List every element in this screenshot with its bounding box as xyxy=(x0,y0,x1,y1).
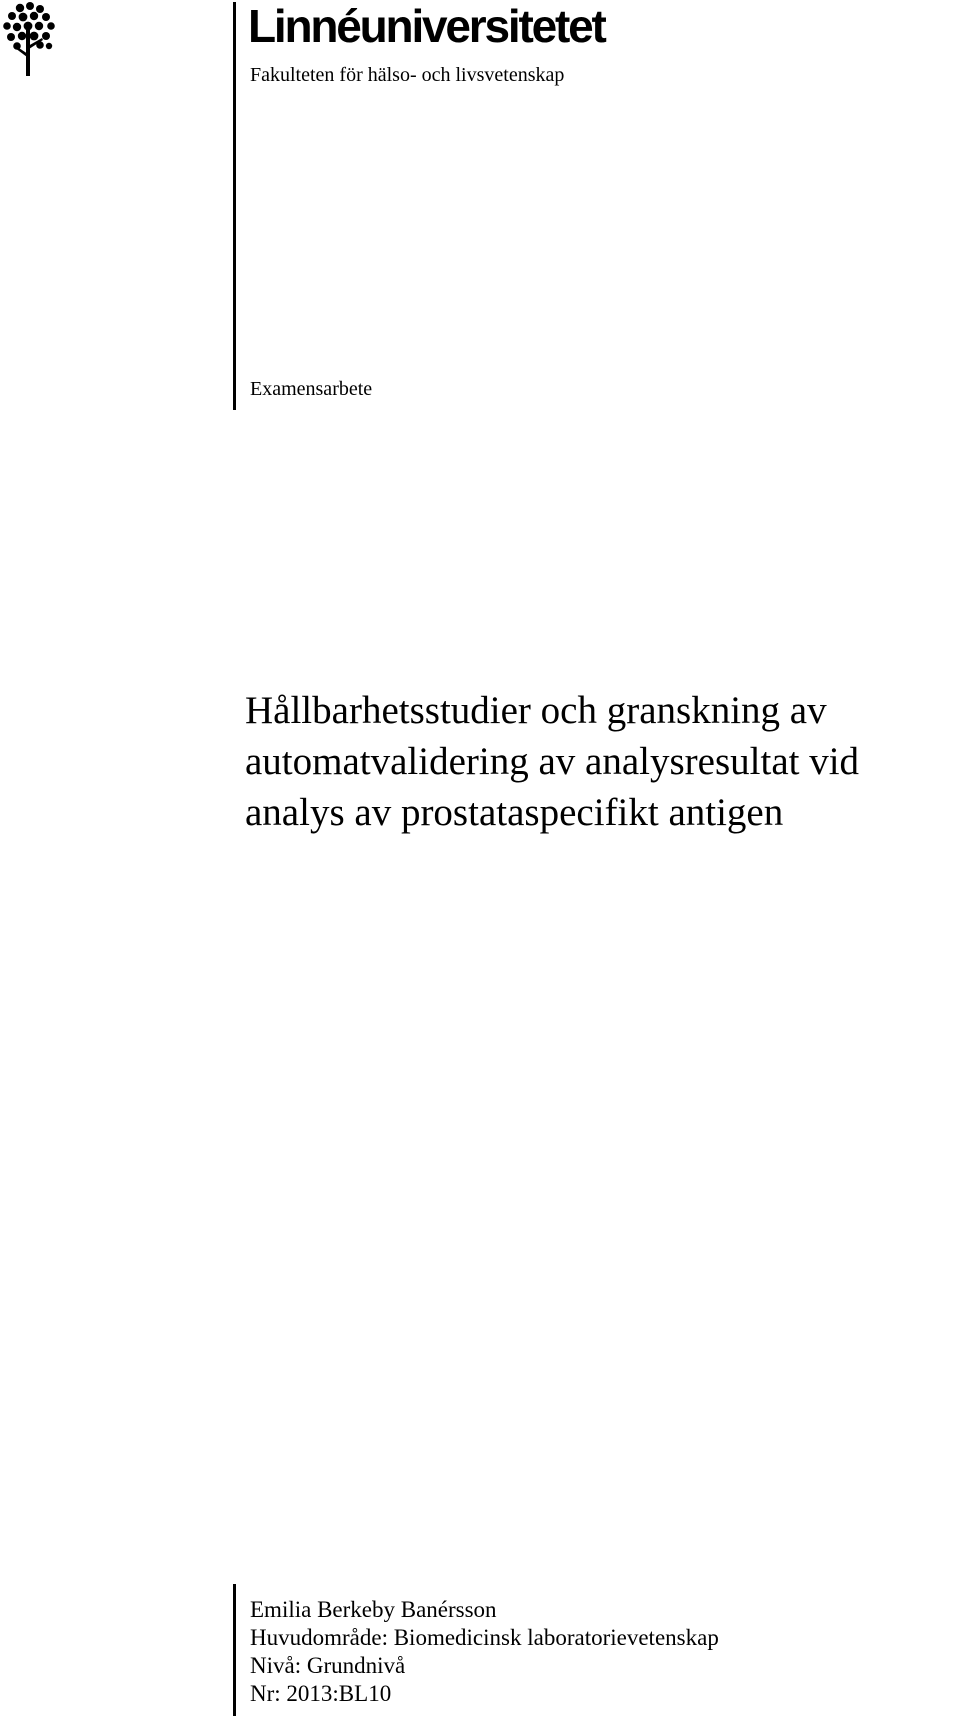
report-number: Nr: 2013:BL10 xyxy=(250,1681,392,1706)
vertical-rule-bottom xyxy=(233,1584,236,1716)
thesis-title-line: Hållbarhetsstudier och granskning av xyxy=(245,689,827,732)
faculty-name: Fakulteten för hälso- och livsvetenskap xyxy=(250,64,565,86)
document-type: Examensarbete xyxy=(250,378,373,400)
vertical-rule-top xyxy=(233,2,236,410)
thesis-title-line: analys av prostataspecifikt antigen xyxy=(245,791,784,834)
thesis-title-line: automatvalidering av analysresultat vid xyxy=(245,740,860,783)
tree-icon xyxy=(2,2,60,78)
main-area: Huvudområde: Biomedicinsk laboratorievetenskap xyxy=(250,1625,719,1650)
thesis-title xyxy=(245,685,859,838)
level: Nivå: Grundnivå xyxy=(250,1653,406,1678)
university-logo-wordmark: Linnéuniversitetet xyxy=(248,0,605,52)
author-name: Emilia Berkeby Banérsson xyxy=(250,1597,497,1622)
thesis-metadata xyxy=(250,1596,719,1708)
